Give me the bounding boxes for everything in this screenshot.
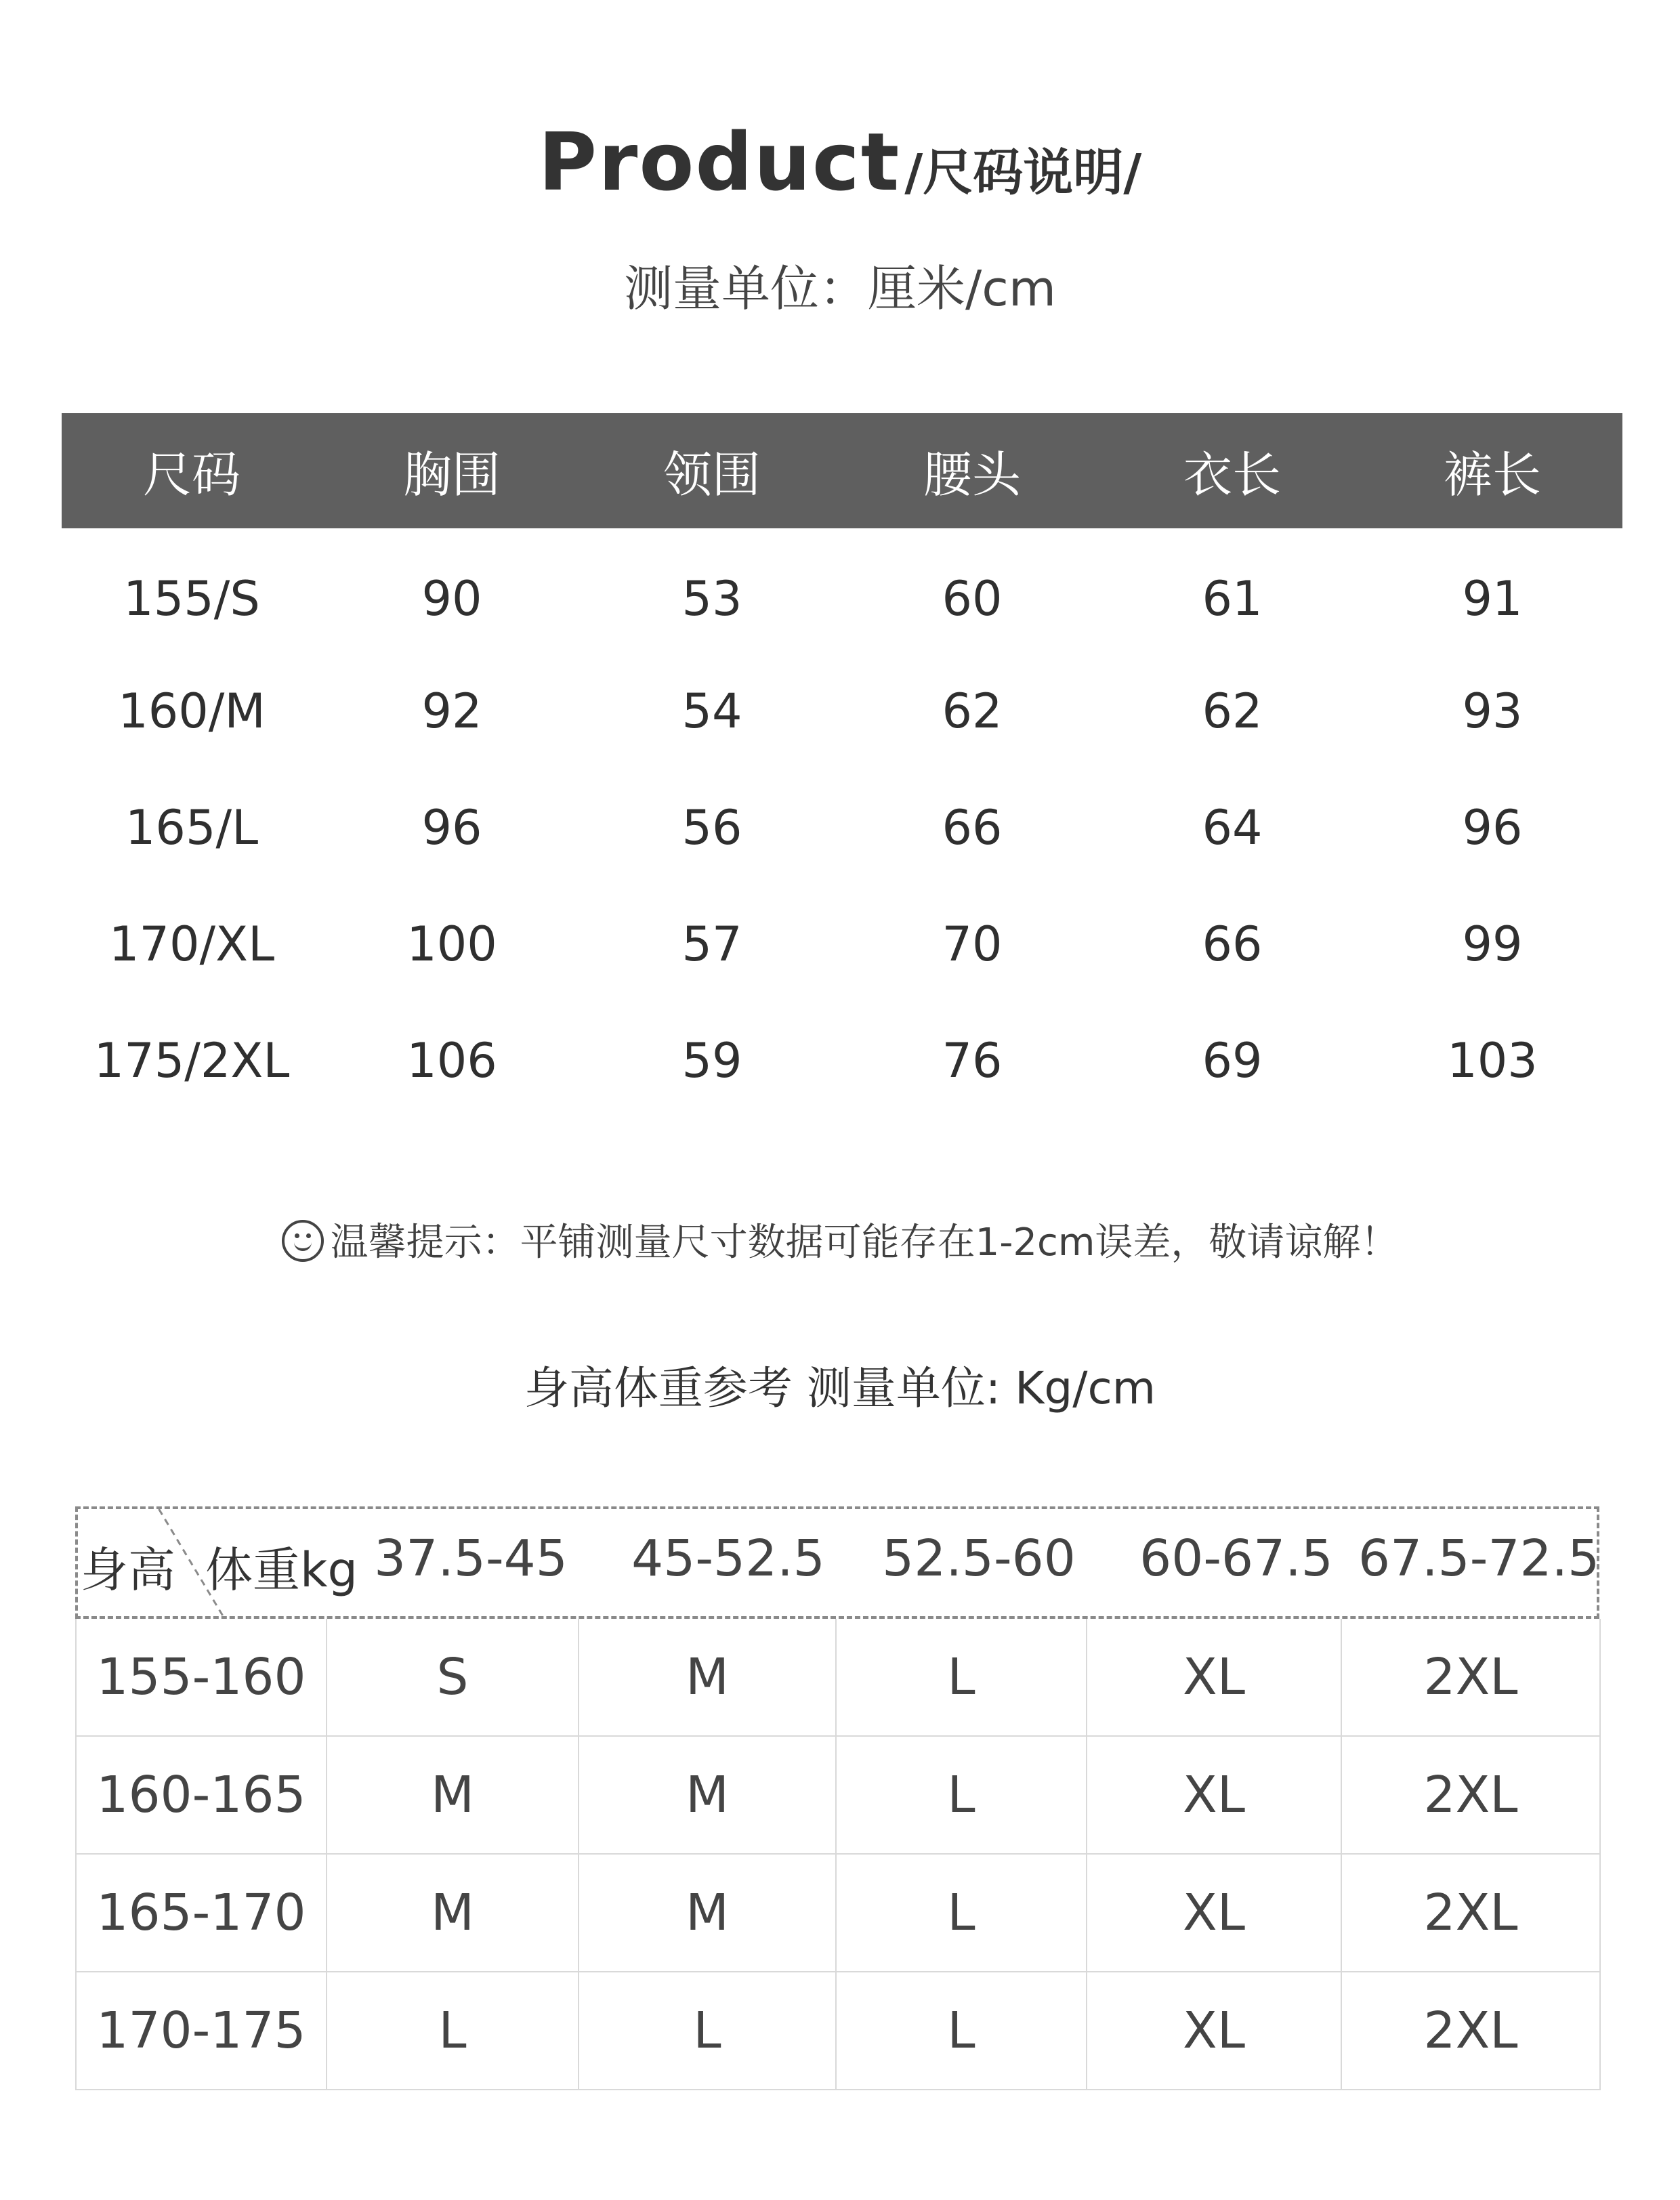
- smile-icon: [282, 1220, 324, 1262]
- table-cell: XL: [1087, 1736, 1341, 1854]
- title-chinese: /尺码说明/: [904, 144, 1142, 202]
- title-english: Product: [538, 115, 901, 209]
- table-cell: M: [579, 1736, 836, 1854]
- table-cell: 90: [421, 571, 482, 627]
- table-row: [76, 1619, 1600, 1736]
- column-header: 腰头: [842, 413, 1102, 528]
- table-cell: 76: [942, 1033, 1003, 1088]
- table-cell: 96: [421, 800, 482, 855]
- table-row: [62, 653, 1622, 769]
- table-cell: 175/2XL: [93, 1033, 290, 1088]
- table-row: [76, 1736, 1600, 1854]
- measurement-unit: 测量单位：厘米/cm: [624, 260, 1056, 317]
- table-cell: S: [327, 1619, 579, 1736]
- table-cell: XL: [1087, 1619, 1341, 1736]
- corner-weight-label: 体重kg: [205, 1542, 358, 1598]
- table-cell: L: [579, 1972, 836, 2090]
- table-cell: L: [836, 1619, 1087, 1736]
- table-cell: 60: [942, 571, 1003, 627]
- reference-table: [75, 1619, 1601, 2090]
- table-cell: 56: [681, 800, 742, 855]
- table-cell: 53: [681, 571, 742, 627]
- column-header: 尺码: [62, 413, 322, 528]
- table-row: [76, 1972, 1600, 2090]
- table-cell: L: [836, 1736, 1087, 1854]
- table-cell: L: [836, 1854, 1087, 1972]
- column-header: 裤长: [1362, 413, 1622, 528]
- table-cell: 69: [1202, 1033, 1263, 1088]
- table-cell: XL: [1087, 1854, 1341, 1972]
- height-range-cell: 155-160: [76, 1619, 327, 1736]
- tip-text: 温馨提示：平铺测量尺寸数据可能存在1-2cm误差，敬请谅解！: [330, 1221, 1399, 1265]
- table-cell: M: [579, 1854, 836, 1972]
- size-table: [62, 413, 1622, 1119]
- height-range-cell: 160-165: [76, 1736, 327, 1854]
- table-row: [62, 528, 1622, 653]
- table-cell: M: [327, 1736, 579, 1854]
- table-cell: 70: [942, 916, 1003, 972]
- table-cell: M: [327, 1854, 579, 1972]
- weight-range-header: 45-52.5: [631, 1529, 825, 1588]
- table-cell: 62: [1202, 683, 1263, 739]
- table-cell: 54: [681, 683, 742, 739]
- table-cell: 2XL: [1341, 1619, 1600, 1736]
- weight-range-header: 67.5-72.5: [1358, 1529, 1600, 1588]
- height-range-cell: 165-170: [76, 1854, 327, 1972]
- table-cell: 99: [1462, 916, 1523, 972]
- table-cell: 2XL: [1341, 1972, 1600, 2090]
- table-cell: L: [327, 1972, 579, 2090]
- table-cell: M: [579, 1619, 836, 1736]
- table-cell: 93: [1462, 683, 1523, 739]
- table-cell: 57: [681, 916, 742, 972]
- table-cell: 62: [942, 683, 1003, 739]
- column-header: 胸围: [322, 413, 582, 528]
- table-cell: 92: [421, 683, 482, 739]
- reference-title: 身高体重参考 测量单位: Kg/cm: [524, 1362, 1156, 1414]
- page-title: [0, 115, 1680, 209]
- table-row: [76, 1854, 1600, 1972]
- table-cell: 59: [681, 1033, 742, 1088]
- table-cell: 100: [406, 916, 497, 972]
- corner-height-label: 身高: [81, 1542, 175, 1598]
- table-cell: 170/XL: [108, 916, 275, 972]
- table-cell: 66: [1202, 916, 1263, 972]
- table-cell: 66: [942, 800, 1003, 855]
- height-range-cell: 170-175: [76, 1972, 327, 2090]
- reference-header: [75, 1506, 1599, 1619]
- table-cell: 96: [1462, 800, 1523, 855]
- weight-range-header: 60-67.5: [1139, 1529, 1333, 1588]
- table-cell: 2XL: [1341, 1736, 1600, 1854]
- column-header: 衣长: [1102, 413, 1362, 528]
- table-cell: 61: [1202, 571, 1263, 627]
- table-cell: 106: [406, 1033, 497, 1088]
- table-cell: 91: [1462, 571, 1523, 627]
- table-cell: 64: [1202, 800, 1263, 855]
- table-cell: XL: [1087, 1972, 1341, 2090]
- table-row: [62, 769, 1622, 886]
- table-cell: 2XL: [1341, 1854, 1600, 1972]
- weight-range-header: 52.5-60: [882, 1529, 1076, 1588]
- table-cell: L: [836, 1972, 1087, 2090]
- table-cell: 160/M: [118, 683, 266, 739]
- measurement-tip: [0, 1212, 1680, 1267]
- table-cell: 155/S: [123, 571, 260, 627]
- size-table-header: [62, 413, 1622, 528]
- table-cell: 103: [1447, 1033, 1538, 1088]
- column-header: 领围: [582, 413, 842, 528]
- table-cell: 165/L: [125, 800, 259, 855]
- table-row: [62, 1002, 1622, 1119]
- table-row: [62, 886, 1622, 1002]
- weight-range-header: 37.5-45: [374, 1529, 568, 1588]
